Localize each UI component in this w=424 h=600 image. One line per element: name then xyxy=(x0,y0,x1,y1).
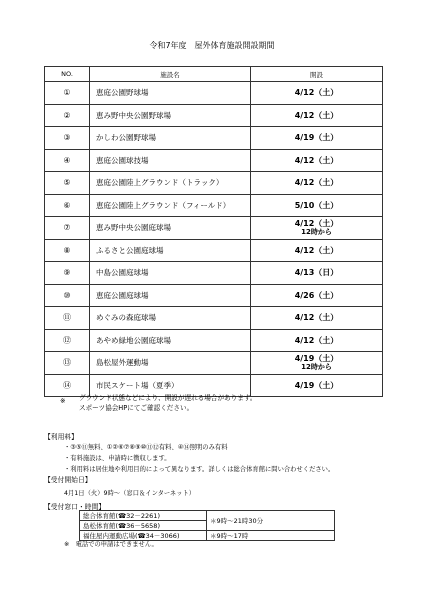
note-mark: ※ xyxy=(60,397,66,405)
table-row xyxy=(45,217,383,240)
facility-name: 中島公園庭球場 xyxy=(90,262,251,285)
row-number: ⑨ xyxy=(45,262,90,285)
opening-date-cell xyxy=(251,262,383,285)
opening-date: 4/19（土） xyxy=(294,354,339,364)
opening-date-cell xyxy=(251,217,383,240)
table-header-row xyxy=(45,67,383,82)
facility-name: 市民スケート場（夏季） xyxy=(90,374,251,397)
facility-name: 恵み野中央公園庭球場 xyxy=(90,217,251,240)
table-row xyxy=(45,82,383,105)
facility-name: 恵庭公園陸上グラウンド（フィールド） xyxy=(90,194,251,217)
row-number: ⑦ xyxy=(45,217,90,240)
table-row xyxy=(45,104,383,127)
table-row xyxy=(45,329,383,352)
opening-date-cell xyxy=(251,172,383,195)
table-row xyxy=(45,194,383,217)
facility-name: 恵庭公園野球場 xyxy=(90,82,251,105)
row-number: ⑪ xyxy=(45,307,90,330)
hours-gyms: ＊9時～21時30分 xyxy=(207,511,335,531)
facility-name: めぐみの森庭球場 xyxy=(90,307,251,330)
opening-date: 4/12（土） xyxy=(294,155,339,165)
opening-date: 4/19（土） xyxy=(294,380,339,390)
opening-date: 4/12（土） xyxy=(294,245,339,255)
table-row xyxy=(45,284,383,307)
facility-name: 恵み野中央公園野球場 xyxy=(90,104,251,127)
table-row xyxy=(45,239,383,262)
row-number: ⑧ xyxy=(45,239,90,262)
opening-date-cell xyxy=(251,239,383,262)
opening-date: 4/12（土） xyxy=(294,88,339,98)
opening-date-cell xyxy=(251,104,383,127)
table-row xyxy=(45,172,383,195)
fee-heading: 【利用料】 xyxy=(44,433,78,441)
row-number: ③ xyxy=(45,127,90,150)
reception-table xyxy=(79,510,335,541)
start-text: 4月1日（火）9時～（窓口＆インターネット） xyxy=(64,490,196,497)
opening-date-cell xyxy=(251,307,383,330)
row-number: ④ xyxy=(45,149,90,172)
opening-date: 4/12（土） xyxy=(294,219,339,229)
table-row xyxy=(45,127,383,150)
facility-name: ふるさと公園庭球場 xyxy=(90,239,251,262)
opening-date: 4/13（日） xyxy=(294,268,339,278)
opening-date: 4/12（土） xyxy=(294,178,339,188)
opening-date: 4/26（土） xyxy=(294,290,339,300)
header-facility-name: 施設名 xyxy=(90,67,251,82)
opening-date: 4/19（土） xyxy=(294,133,339,143)
header-opening: 開設 xyxy=(251,67,383,82)
row-number: ⑬ xyxy=(45,352,90,375)
phone-note: ※ 電話での申請はできません。 xyxy=(64,541,158,548)
facility-name: かしわ公園野球場 xyxy=(90,127,251,150)
table-row xyxy=(45,262,383,285)
row-number: ⑩ xyxy=(45,284,90,307)
opening-date: 4/12（土） xyxy=(294,313,339,323)
facility-name: あやめ緑地公園庭球場 xyxy=(90,329,251,352)
opening-time-note: 12時から xyxy=(301,363,332,372)
opening-date-cell xyxy=(251,82,383,105)
opening-date: 4/12（土） xyxy=(294,335,339,345)
table-row xyxy=(45,149,383,172)
venue-shimamatsu-gym: 島松体育館(☎36－5658) xyxy=(80,521,207,531)
venue-fukuzumi-plaza: 福住屋内運動広場(☎34－3066) xyxy=(80,531,207,541)
opening-date: 5/10（土） xyxy=(294,200,339,210)
start-heading: 【受付開始日】 xyxy=(44,476,92,484)
opening-date: 4/12（土） xyxy=(294,110,339,120)
fee-item-3: ・利用料は居住地や利用目的によって異なります。詳しくは総合体育館に問い合わせください。 xyxy=(64,466,335,473)
fee-item-2: ・有料施設は、申請時に徴収します。 xyxy=(64,455,171,462)
opening-date-cell xyxy=(251,374,383,397)
row-number: ⑭ xyxy=(45,374,90,397)
page-title: 令和7年度 屋外体育施設開設期間 xyxy=(149,41,275,50)
row-number: ⑥ xyxy=(45,194,90,217)
table-row xyxy=(45,307,383,330)
note-line-1: グラウンド状態などにより、開設が遅れる場合があります。 xyxy=(79,394,257,402)
header-no: NO. xyxy=(45,67,90,82)
facility-name: 恵庭公園陸上グラウンド（トラック） xyxy=(90,172,251,195)
row-number: ① xyxy=(45,82,90,105)
opening-date-cell xyxy=(251,329,383,352)
opening-date-cell xyxy=(251,284,383,307)
facility-table xyxy=(44,66,383,397)
fee-item-1: ・③⑤⑪無料、①②⑥⑦⑧⑨⑩⑪⑫有料、④⑭照明のみ有料 xyxy=(64,444,228,451)
window-heading: 【受付窓口・時間】 xyxy=(44,503,106,511)
row-number: ⑤ xyxy=(45,172,90,195)
opening-date-cell xyxy=(251,149,383,172)
venue-general-gym: 総合体育館(☎32－2261) xyxy=(80,511,207,521)
opening-date-cell xyxy=(251,194,383,217)
opening-time-note: 12時から xyxy=(301,228,332,237)
row-number: ⑫ xyxy=(45,329,90,352)
hours-plaza: ＊9時～17時 xyxy=(207,531,335,541)
opening-date-cell xyxy=(251,352,383,375)
table-row xyxy=(45,352,383,375)
facility-name: 恵庭公園球技場 xyxy=(90,149,251,172)
facility-name: 恵庭公園庭球場 xyxy=(90,284,251,307)
facility-name: 島松屋外運動場 xyxy=(90,352,251,375)
opening-date-cell xyxy=(251,127,383,150)
note-line-2: スポーツ協会HPにてご確認ください。 xyxy=(79,404,194,412)
row-number: ② xyxy=(45,104,90,127)
